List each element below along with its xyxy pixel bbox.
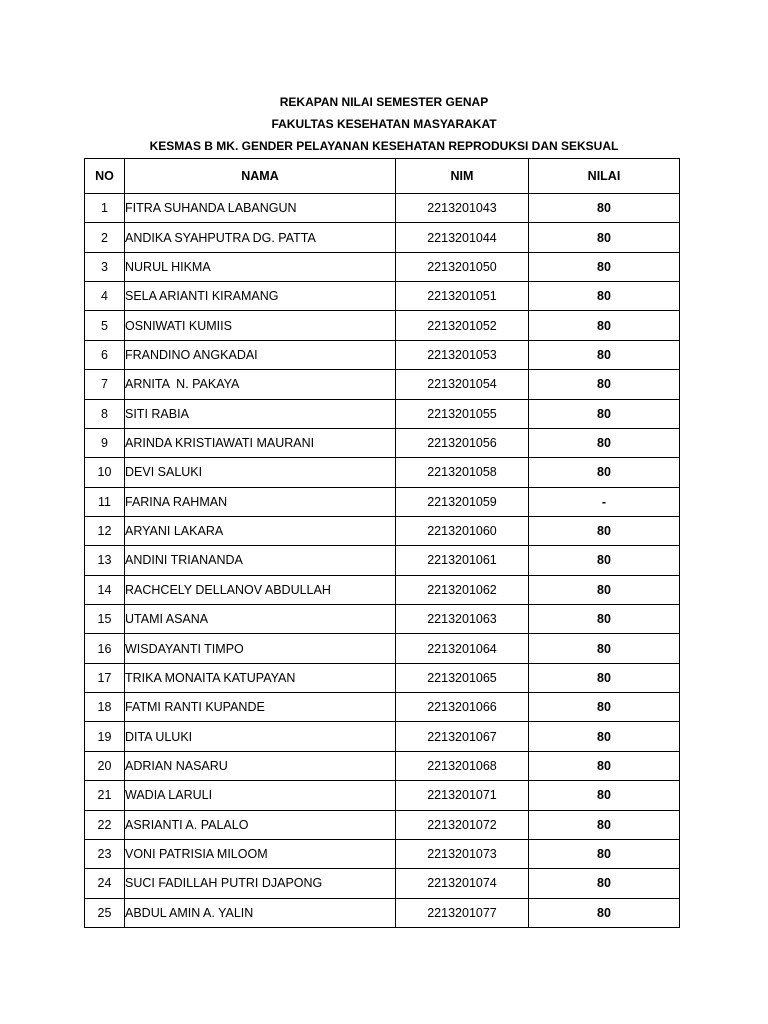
cell-no: 12	[85, 516, 125, 545]
table-row	[85, 223, 680, 252]
cell-nim: 2213201054	[396, 370, 529, 399]
table-row	[85, 605, 680, 634]
cell-nim: 2213201073	[396, 839, 529, 868]
cell-nama: NURUL HIKMA	[125, 252, 396, 281]
table-row	[85, 839, 680, 868]
cell-nim: 2213201065	[396, 663, 529, 692]
cell-nim: 2213201071	[396, 781, 529, 810]
cell-nim: 2213201055	[396, 399, 529, 428]
cell-nilai: 80	[529, 722, 680, 751]
cell-no: 11	[85, 487, 125, 516]
table-row	[85, 252, 680, 281]
table-row	[85, 428, 680, 457]
table-row	[85, 399, 680, 428]
cell-no: 8	[85, 399, 125, 428]
cell-nama: DEVI SALUKI	[125, 458, 396, 487]
column-header-nilai: NILAI	[529, 159, 680, 194]
cell-nama: VONI PATRISIA MILOOM	[125, 839, 396, 868]
cell-no: 22	[85, 810, 125, 839]
cell-nilai: 80	[529, 311, 680, 340]
cell-nama: ARINDA KRISTIAWATI MAURANI	[125, 428, 396, 457]
cell-nama: TRIKA MONAITA KATUPAYAN	[125, 663, 396, 692]
cell-nilai: 80	[529, 869, 680, 898]
cell-nama: ASRIANTI A. PALALO	[125, 810, 396, 839]
cell-nama: OSNIWATI KUMIIS	[125, 311, 396, 340]
cell-nim: 2213201074	[396, 869, 529, 898]
cell-no: 21	[85, 781, 125, 810]
cell-nilai: 80	[529, 575, 680, 604]
cell-no: 15	[85, 605, 125, 634]
cell-nama: ANDIKA SYAHPUTRA DG. PATTA	[125, 223, 396, 252]
cell-nama: FATMI RANTI KUPANDE	[125, 693, 396, 722]
cell-no: 25	[85, 898, 125, 927]
cell-no: 19	[85, 722, 125, 751]
cell-nama: ANDINI TRIANANDA	[125, 546, 396, 575]
cell-nim: 2213201067	[396, 722, 529, 751]
title-line-3: KESMAS B MK. GENDER PELAYANAN KESEHATAN REPRODUKSI DAN SEKSUAL	[149, 139, 619, 153]
cell-nim: 2213201066	[396, 693, 529, 722]
table-row	[85, 575, 680, 604]
table-header-row	[85, 159, 680, 194]
table-row	[85, 487, 680, 516]
table-row	[85, 370, 680, 399]
cell-no: 16	[85, 634, 125, 663]
table-row	[85, 722, 680, 751]
grades-table	[84, 158, 680, 928]
cell-nim: 2213201064	[396, 634, 529, 663]
cell-nilai: 80	[529, 516, 680, 545]
cell-nim: 2213201052	[396, 311, 529, 340]
table-row	[85, 869, 680, 898]
table-row	[85, 751, 680, 780]
cell-nilai: 80	[529, 194, 680, 223]
cell-nilai: 80	[529, 428, 680, 457]
cell-nim: 2213201053	[396, 340, 529, 369]
table-body	[85, 194, 680, 928]
cell-nilai: 80	[529, 340, 680, 369]
cell-nilai: 80	[529, 781, 680, 810]
table-row	[85, 282, 680, 311]
cell-nama: UTAMI ASANA	[125, 605, 396, 634]
cell-nilai: 80	[529, 370, 680, 399]
cell-nilai: 80	[529, 810, 680, 839]
cell-nim: 2213201056	[396, 428, 529, 457]
cell-nilai: 80	[529, 634, 680, 663]
cell-nim: 2213201058	[396, 458, 529, 487]
cell-no: 4	[85, 282, 125, 311]
cell-nim: 2213201062	[396, 575, 529, 604]
table-row	[85, 898, 680, 927]
cell-no: 3	[85, 252, 125, 281]
column-header-no: NO	[85, 159, 125, 194]
cell-nama: WISDAYANTI TIMPO	[125, 634, 396, 663]
column-header-nama: NAMA	[125, 159, 396, 194]
cell-nama: SELA ARIANTI KIRAMANG	[125, 282, 396, 311]
table-row	[85, 546, 680, 575]
cell-no: 2	[85, 223, 125, 252]
cell-no: 7	[85, 370, 125, 399]
table-row	[85, 458, 680, 487]
cell-nilai: 80	[529, 546, 680, 575]
table-row	[85, 516, 680, 545]
cell-no: 1	[85, 194, 125, 223]
column-header-nim: NIM	[396, 159, 529, 194]
cell-nilai: 80	[529, 252, 680, 281]
cell-nilai: -	[529, 487, 680, 516]
cell-no: 24	[85, 869, 125, 898]
cell-no: 13	[85, 546, 125, 575]
table-head	[85, 159, 680, 194]
cell-nim: 2213201044	[396, 223, 529, 252]
title-line-2: FAKULTAS KESEHATAN MASYARAKAT	[271, 117, 497, 131]
cell-nim: 2213201063	[396, 605, 529, 634]
cell-nilai: 80	[529, 663, 680, 692]
cell-nama: ARNITA N. PAKAYA	[125, 370, 396, 399]
cell-nama: WADIA LARULI	[125, 781, 396, 810]
cell-nim: 2213201061	[396, 546, 529, 575]
cell-nim: 2213201072	[396, 810, 529, 839]
cell-nim: 2213201060	[396, 516, 529, 545]
document-header	[0, 91, 768, 157]
cell-no: 20	[85, 751, 125, 780]
cell-no: 17	[85, 663, 125, 692]
table-row	[85, 311, 680, 340]
table-row	[85, 693, 680, 722]
cell-nilai: 80	[529, 839, 680, 868]
cell-nama: ADRIAN NASARU	[125, 751, 396, 780]
title-line-1: REKAPAN NILAI SEMESTER GENAP	[279, 95, 489, 109]
cell-nilai: 80	[529, 605, 680, 634]
cell-nim: 2213201051	[396, 282, 529, 311]
cell-nilai: 80	[529, 751, 680, 780]
cell-nama: RACHCELY DELLANOV ABDULLAH	[125, 575, 396, 604]
table-row	[85, 194, 680, 223]
cell-nama: SITI RABIA	[125, 399, 396, 428]
cell-nama: ARYANI LAKARA	[125, 516, 396, 545]
table-row	[85, 663, 680, 692]
cell-nama: DITA ULUKI	[125, 722, 396, 751]
cell-nilai: 80	[529, 282, 680, 311]
cell-no: 5	[85, 311, 125, 340]
cell-nilai: 80	[529, 399, 680, 428]
cell-nama: FRANDINO ANGKADAI	[125, 340, 396, 369]
cell-no: 14	[85, 575, 125, 604]
cell-nim: 2213201043	[396, 194, 529, 223]
cell-no: 23	[85, 839, 125, 868]
cell-nim: 2213201068	[396, 751, 529, 780]
table-row	[85, 810, 680, 839]
cell-no: 10	[85, 458, 125, 487]
cell-nama: FITRA SUHANDA LABANGUN	[125, 194, 396, 223]
table-row	[85, 781, 680, 810]
cell-nilai: 80	[529, 458, 680, 487]
cell-nilai: 80	[529, 898, 680, 927]
cell-nilai: 80	[529, 223, 680, 252]
cell-no: 6	[85, 340, 125, 369]
cell-nim: 2213201059	[396, 487, 529, 516]
cell-no: 18	[85, 693, 125, 722]
cell-nama: SUCI FADILLAH PUTRI DJAPONG	[125, 869, 396, 898]
cell-nilai: 80	[529, 693, 680, 722]
cell-nama: ABDUL AMIN A. YALIN	[125, 898, 396, 927]
cell-no: 9	[85, 428, 125, 457]
cell-nim: 2213201077	[396, 898, 529, 927]
table-row	[85, 634, 680, 663]
cell-nim: 2213201050	[396, 252, 529, 281]
table-row	[85, 340, 680, 369]
cell-nama: FARINA RAHMAN	[125, 487, 396, 516]
